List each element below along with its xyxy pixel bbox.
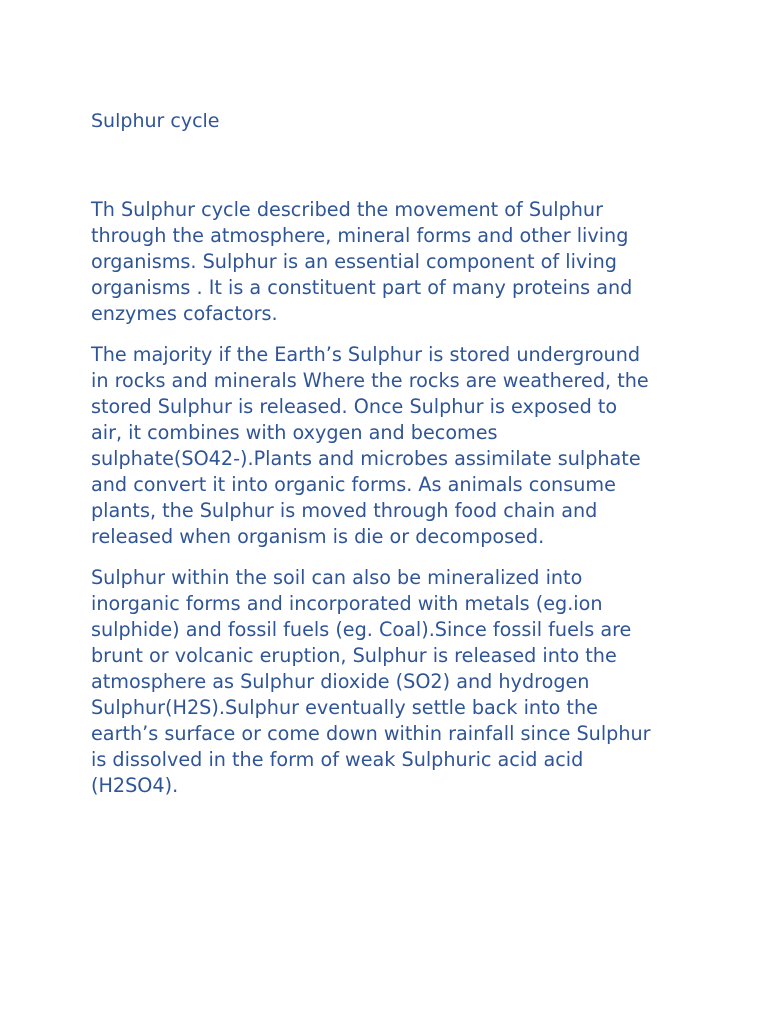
text-line: released when organism is die or decomposed. — [91, 525, 545, 548]
text-line: and convert it into organic forms. As animals consume — [91, 473, 616, 496]
text-line: through the atmosphere, mineral forms and other living — [91, 224, 629, 247]
text-line: stored Sulphur is released. Once Sulphur is exposed to — [91, 395, 618, 418]
text-line: brunt or volcanic eruption, Sulphur is released into the — [91, 644, 617, 667]
text-line: sulphate(SO42-).Plants and microbes assimilate sulphate — [91, 447, 641, 470]
text-line: sulphide) and fossil fuels (eg. Coal).Since fossil fuels are — [91, 618, 632, 641]
text-line: (H2SO4). — [91, 774, 179, 797]
text-line: is dissolved in the form of weak Sulphuric acid acid — [91, 748, 584, 771]
text-line: Sulphur within the soil can also be mineralized into — [91, 566, 583, 589]
paragraph-storage — [91, 342, 649, 550]
text-line: Th Sulphur cycle described the movement of Sulphur — [91, 198, 603, 221]
text-line: The majority if the Earth’s Sulphur is stored underground — [91, 343, 641, 366]
text-line: inorganic forms and incorporated with metals (eg.ion — [91, 592, 603, 615]
paragraph-intro — [91, 197, 632, 327]
text-line: atmosphere as Sulphur dioxide (SO2) and hydrogen — [91, 670, 590, 693]
paragraph-soil — [91, 565, 651, 799]
text-line: earth’s surface or come down within rainfall since Sulphur — [91, 722, 651, 745]
text-line: in rocks and minerals Where the rocks are weathered, the — [91, 369, 649, 392]
text-line: organisms. Sulphur is an essential component of living — [91, 250, 617, 273]
text-line: organisms . It is a constituent part of many proteins and — [91, 276, 633, 299]
text-line: air, it combines with oxygen and becomes — [91, 421, 498, 444]
text-line: enzymes cofactors. — [91, 302, 278, 325]
document-title: Sulphur cycle — [91, 110, 220, 132]
text-line: Sulphur(H2S).Sulphur eventually settle back into the — [91, 696, 598, 719]
text-line: plants, the Sulphur is moved through food chain and — [91, 499, 598, 522]
